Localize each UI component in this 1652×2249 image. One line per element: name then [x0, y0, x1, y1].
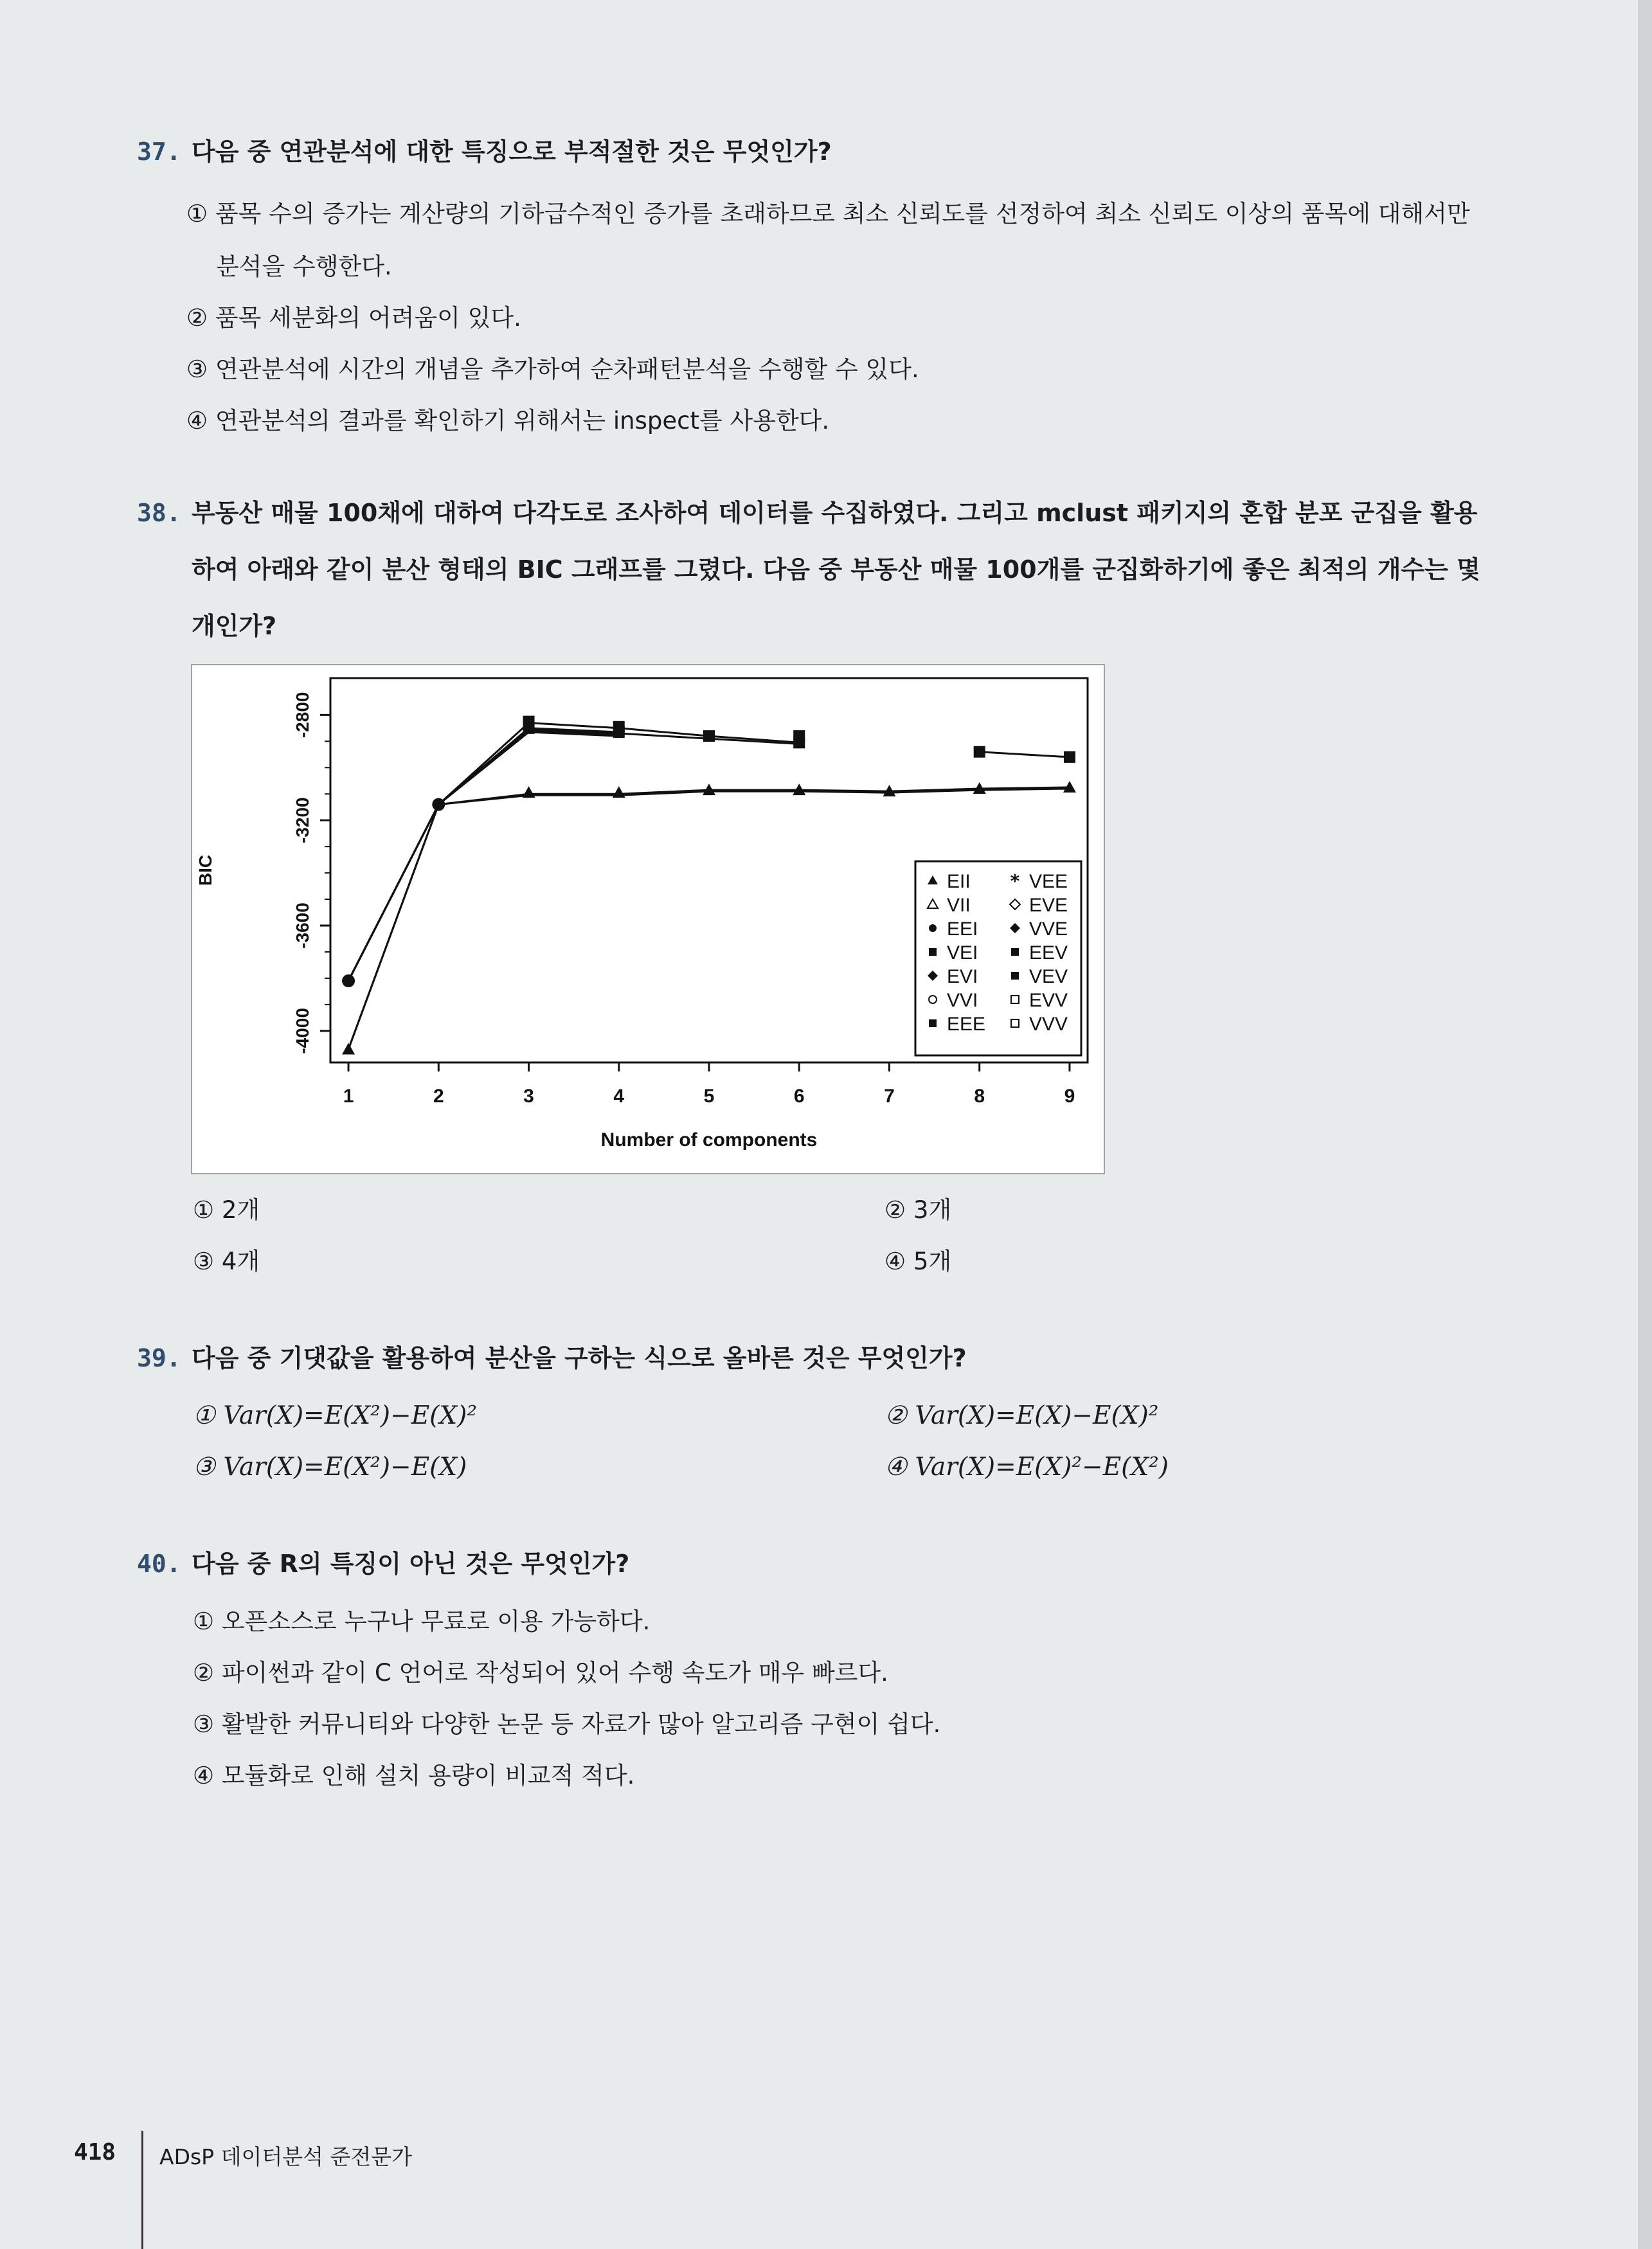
book-title: ADsP 데이터분석 준전문가 [159, 2144, 412, 2169]
option-2: ② Var(X)=E(X)−E(X)² [884, 1401, 1159, 1430]
x-tick-label: 9 [1064, 1086, 1075, 1107]
marker-point [703, 730, 715, 742]
option-3: ③ Var(X)=E(X²)−E(X) [193, 1453, 467, 1482]
bic-chart [192, 665, 1104, 1173]
option-3: ③ 연관분석에 시간의 개념을 추가하여 순차패턴분석을 수행할 수 있다. [186, 355, 919, 383]
legend-entry-EVV: EVV [1029, 990, 1068, 1011]
x-tick-label: 2 [433, 1086, 444, 1107]
option-1: ① 품목 수의 증가는 계산량의 기하급수적인 증가를 초래하므로 최소 신뢰도를 선정하여 최소 신뢰도 이상의 품목에 대해서만 [186, 200, 1470, 228]
question-text: 다음 중 R의 특징이 아닌 것은 무엇인가? [192, 1550, 630, 1578]
option-3: ③ 활발한 커뮤니티와 다양한 논문 등 자료가 많아 알고리즘 구현이 쉽다. [193, 1710, 941, 1738]
legend-symbol [929, 948, 937, 956]
y-tick-label: -4000 [292, 1008, 312, 1054]
marker-point [974, 746, 985, 758]
y-axis-label: BIC [195, 854, 215, 886]
marker-point [1064, 751, 1075, 763]
marker-point [523, 786, 535, 798]
x-tick-label: 8 [974, 1086, 985, 1107]
question-38-line-3: 개인가? [192, 612, 277, 640]
legend-entry-VEI: VEI [947, 942, 978, 963]
option-1-continued: 분석을 수행한다. [216, 253, 392, 280]
question-number: 39. [137, 1344, 181, 1372]
x-tick-label: 3 [523, 1086, 534, 1107]
option-4: ④ 연관분석의 결과를 확인하기 위해서는 inspect를 사용한다. [186, 407, 830, 435]
page-edge [1638, 0, 1652, 2249]
marker-point [613, 786, 625, 798]
marker-point [342, 974, 355, 987]
option-4: ④ 모듈화로 인해 설치 용량이 비교적 적다. [193, 1762, 635, 1789]
x-tick-label: 7 [884, 1086, 895, 1107]
x-tick-label: 5 [703, 1086, 715, 1107]
option-2: ② 파이썬과 같이 C 언어로 작성되어 있어 수행 속도가 매우 빠르다. [193, 1659, 888, 1687]
legend-symbol [929, 924, 937, 932]
option-2: ② 품목 세분화의 어려움이 있다. [186, 304, 521, 332]
legend-entry-EEE: EEE [947, 1014, 986, 1035]
question-37-title [137, 134, 832, 170]
footer-divider [141, 2131, 143, 2249]
question-number: 40. [137, 1550, 181, 1578]
option-2: ② 3개 [884, 1196, 952, 1224]
question-text: 부동산 매물 100채에 대하여 다각도로 조사하여 데이터를 수집하였다. 그리고 mclust 패키지의 혼합 분포 군집을 활용 [192, 499, 1478, 527]
legend-entry-EVE: EVE [1029, 895, 1068, 916]
option-3: ③ 4개 [193, 1248, 260, 1275]
marker-point [523, 722, 535, 734]
legend-entry-EEI: EEI [947, 918, 978, 940]
bic-chart-figure [191, 664, 1105, 1174]
page-number: 418 [74, 2139, 116, 2165]
series-line-EEI [348, 730, 799, 981]
option-4: ④ 5개 [884, 1248, 952, 1275]
legend-symbol: * [1010, 870, 1020, 892]
option-1: ① Var(X)=E(X²)−E(X)² [193, 1401, 477, 1430]
option-1: ① 2개 [193, 1196, 260, 1224]
x-tick-label: 4 [613, 1086, 625, 1107]
y-tick-label: -3600 [292, 902, 312, 949]
y-tick-label: -2800 [292, 692, 312, 739]
legend-entry-EEV: EEV [1029, 942, 1068, 963]
x-axis-label: Number of components [600, 1129, 818, 1151]
legend-entry-EVI: EVI [947, 966, 978, 987]
question-38-line-2: 하여 아래와 같이 분산 형태의 BIC 그래프를 그렸다. 다음 중 부동산 매물 100개를 군집화하기에 좋은 최적의 개수는 몇 [192, 555, 1480, 584]
legend-entry-VEE: VEE [1029, 871, 1068, 892]
series-line-VVI [348, 732, 799, 981]
option-4: ④ Var(X)=E(X)²−E(X²) [884, 1453, 1169, 1482]
question-40-title [137, 1546, 629, 1582]
marker-point [432, 798, 445, 811]
option-1: ① 오픈소스로 누구나 무료로 이용 가능하다. [193, 1608, 651, 1635]
question-38-line-1 [137, 495, 1477, 531]
legend-entry-VVV: VVV [1029, 1014, 1068, 1035]
marker-point [793, 737, 805, 748]
question-text: 다음 중 기댓값을 활용하여 분산을 구하는 식으로 올바른 것은 무엇인가? [192, 1344, 967, 1372]
question-text: 다음 중 연관분석에 대한 특징으로 부적절한 것은 무엇인가? [192, 138, 832, 166]
series-line-VEI [348, 728, 799, 981]
legend-entry-EII: EII [947, 871, 971, 892]
legend-entry-VEV: VEV [1029, 966, 1068, 987]
marker-point [342, 1043, 355, 1055]
y-tick-label: -3200 [292, 797, 312, 843]
question-39-title [137, 1340, 967, 1376]
marker-point [613, 726, 625, 738]
legend-entry-VII: VII [947, 895, 971, 916]
series-line-EVI [348, 731, 799, 981]
question-number: 38. [137, 499, 181, 527]
legend-entry-VVE: VVE [1029, 918, 1068, 940]
legend-symbol [1011, 948, 1019, 956]
legend-symbol [1011, 972, 1019, 980]
question-number: 37. [137, 138, 181, 166]
legend-symbol [929, 1019, 937, 1027]
x-tick-label: 1 [343, 1086, 354, 1107]
legend-entry-VVI: VVI [947, 990, 978, 1011]
x-tick-label: 6 [793, 1086, 805, 1107]
